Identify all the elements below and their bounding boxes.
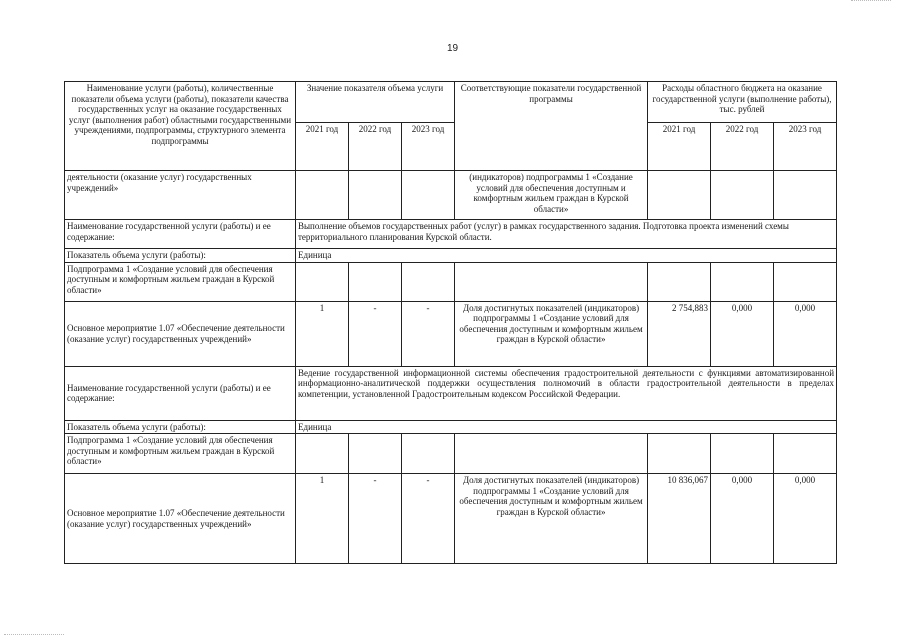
budget-table: [64, 81, 837, 564]
empty-cell: [648, 171, 711, 220]
volume-unit: Единица: [296, 249, 837, 263]
activity-indicator: Доля достигнутых показателей (индикаторов) подпрограммы 1 «Создание условий для обеспечения доступным и комфортным жильем граждан в Курской области»: [455, 474, 648, 564]
empty-cell: [402, 434, 455, 474]
activity-label: Основное мероприятие 1.07 «Обеспечение деятельности (оказание услуг) государственных учреждений»: [65, 474, 296, 564]
volume-value-2022: -: [349, 474, 402, 564]
empty-cell: [648, 262, 711, 301]
volume-value-2022: -: [349, 301, 402, 366]
budget-value-2023: 0,000: [774, 474, 837, 564]
volume-value-2021: 1: [296, 474, 349, 564]
header-volume-column: Значение показателя объема услуги: [296, 82, 455, 123]
header-row: [65, 82, 837, 123]
scan-artifact: [4, 634, 64, 637]
header-indicators-column: Соответствующие показатели государственной программы: [455, 82, 648, 171]
service-label: Наименование государственной услуги (работы) и ее содержание:: [65, 220, 296, 249]
service-row: [65, 220, 837, 249]
header-budget-column: Расходы областного бюджета на оказание государственной услуги (выполнение работы), тыс. рублей: [648, 82, 837, 123]
empty-cell: [711, 171, 774, 220]
budget-value-2021: 2 754,883: [648, 301, 711, 366]
activity-row: [65, 301, 837, 366]
volume-label: Показатель объема услуги (работы):: [65, 249, 296, 263]
volume-value-2023: -: [402, 474, 455, 564]
empty-cell: [296, 171, 349, 220]
service-text: Выполнение объемов государственных работ (услуг) в рамках государственного задания. Подготовка проекта изменений схемы территориального планирования Курской области.: [296, 220, 837, 249]
empty-cell: [711, 434, 774, 474]
empty-cell: [402, 171, 455, 220]
empty-cell: [296, 262, 349, 301]
empty-cell: [349, 262, 402, 301]
volume-value-2023: -: [402, 301, 455, 366]
budget-value-2023: 0,000: [774, 301, 837, 366]
empty-cell: [774, 171, 837, 220]
empty-cell: [402, 262, 455, 301]
subprogram-row: [65, 434, 837, 474]
volume-row: [65, 420, 837, 434]
continuation-row: [65, 171, 837, 220]
volume-year-2023: 2023 год: [402, 123, 455, 171]
empty-cell: [648, 434, 711, 474]
empty-cell: [296, 434, 349, 474]
empty-cell: [774, 434, 837, 474]
volume-value-2021: 1: [296, 301, 349, 366]
subprogram-row: [65, 262, 837, 301]
subprogram-label: Подпрограмма 1 «Создание условий для обеспечения доступным и комфортным жильем граждан в Курской области»: [65, 434, 296, 474]
scan-artifact: [851, 0, 891, 3]
volume-label: Показатель объема услуги (работы):: [65, 420, 296, 434]
empty-cell: [774, 262, 837, 301]
continuation-indicator: (индикаторов) подпрограммы 1 «Создание условий для обеспечения доступным и комфортным жильем граждан в Курской области»: [455, 171, 648, 220]
service-text: Ведение государственной информационной системы обеспечения градостроительной деятельности с функциями автоматизированной информационно-аналитической поддержки осуществления полномочий в области градостроительной деятельности в пределах компетенции, установленной Градостроительным кодексом Российской Федерации.: [296, 366, 837, 420]
subprogram-label: Подпрограмма 1 «Создание условий для обеспечения доступным и комфортным жильем граждан в Курской области»: [65, 262, 296, 301]
budget-value-2021: 10 836,067: [648, 474, 711, 564]
budget-year-2023: 2023 год: [774, 123, 837, 171]
volume-row: [65, 249, 837, 263]
volume-year-2022: 2022 год: [349, 123, 402, 171]
activity-indicator: Доля достигнутых показателей (индикаторов) подпрограммы 1 «Создание условий для обеспечения доступным и комфортным жильем граждан в Курской области»: [455, 301, 648, 366]
empty-cell: [349, 434, 402, 474]
empty-cell: [711, 262, 774, 301]
empty-cell: [349, 171, 402, 220]
budget-value-2022: 0,000: [711, 474, 774, 564]
budget-year-2022: 2022 год: [711, 123, 774, 171]
service-label: Наименование государственной услуги (работы) и ее содержание:: [65, 366, 296, 420]
activity-label: Основное мероприятие 1.07 «Обеспечение деятельности (оказание услуг) государственных учреждений»: [65, 301, 296, 366]
budget-value-2022: 0,000: [711, 301, 774, 366]
page-number: 19: [446, 43, 459, 54]
budget-year-2021: 2021 год: [648, 123, 711, 171]
service-row: [65, 366, 837, 420]
volume-unit: Единица: [296, 420, 837, 434]
activity-row: [65, 474, 837, 564]
empty-cell: [455, 434, 648, 474]
empty-cell: [455, 262, 648, 301]
header-service-column: Наименование услуги (работы), количественные показатели объема услуги (работы), показатели качества государственных услуг на оказание государственных услуг (выполнения работ) областными государственными учреждениями, подпрограммы, структурного элемента подпрограммы: [65, 82, 296, 171]
continuation-label: деятельности (оказание услуг) государственных учреждений»: [65, 171, 296, 220]
volume-year-2021: 2021 год: [296, 123, 349, 171]
